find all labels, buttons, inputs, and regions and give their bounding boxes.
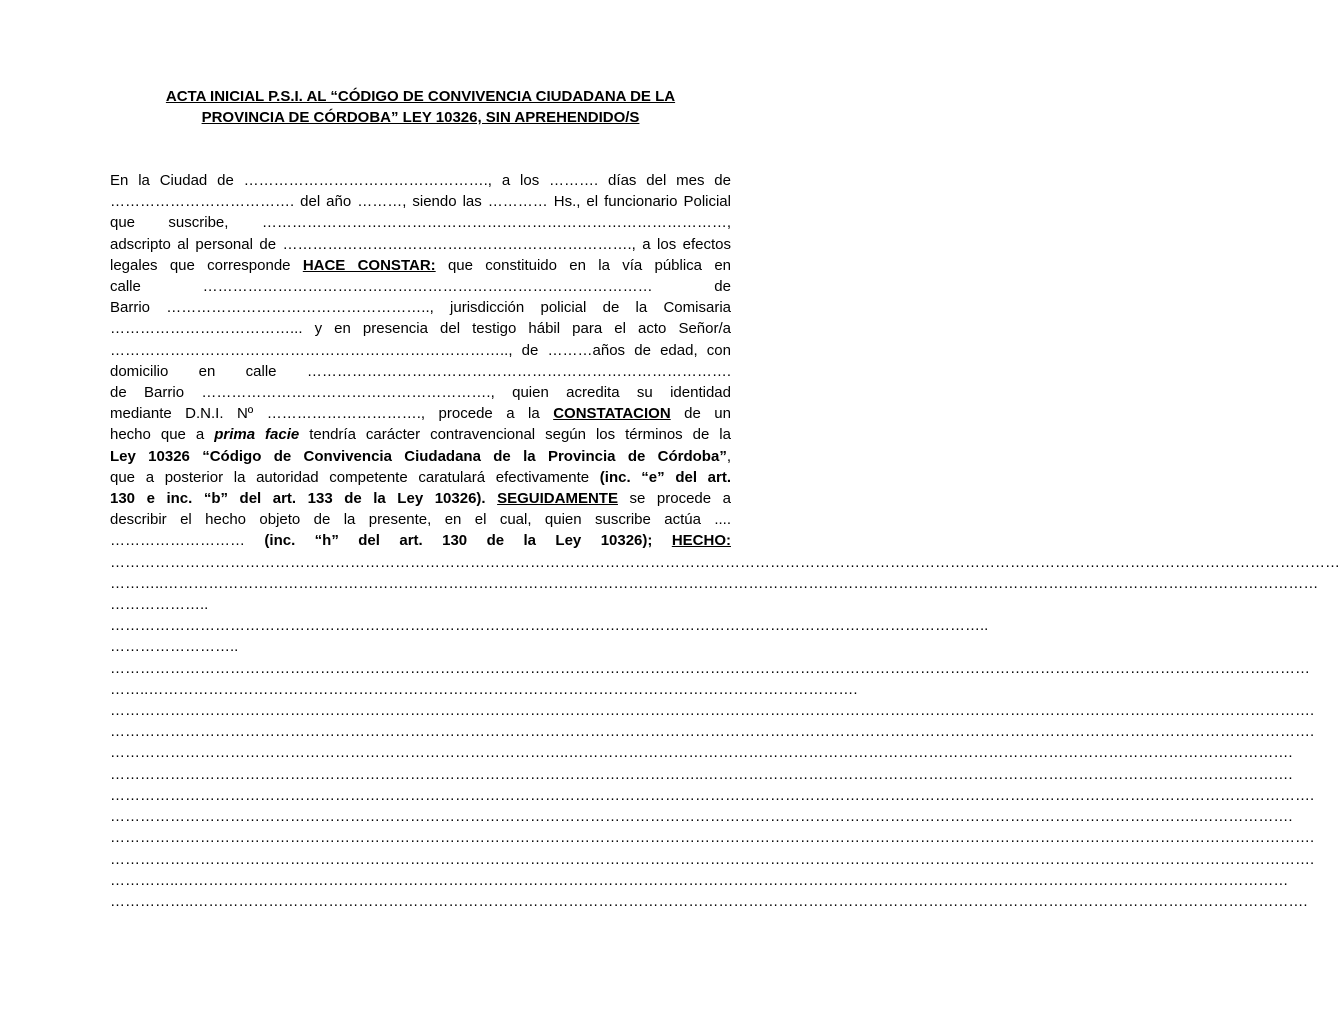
dotted-line: …………………………………………………………………………………………………………………………………………………………………………………………………………………… bbox=[110, 659, 1310, 677]
body-line: adscripto al personal de ……………………………………………………………., a los efectos bbox=[110, 235, 731, 253]
document-body bbox=[110, 170, 1340, 912]
article-reference: (inc. “h” del art. 130 de la Ley 10326); bbox=[264, 532, 653, 550]
body-line: Barrio …………………………………………….., jurisdicción policial de la Comisaria bbox=[110, 299, 731, 317]
body-line: En la Ciudad de …………………………………………., a los ………. días del mes de bbox=[110, 172, 731, 189]
seguidamente-label: SEGUIDAMENTE bbox=[497, 490, 618, 508]
text-run: que a posterior la autoridad competente caratulará efectivamente bbox=[110, 468, 600, 486]
body-line bbox=[110, 530, 731, 551]
text-run: de un bbox=[670, 405, 731, 423]
dotted-line: ……………………………………………………………………………………………………………………………………………………………………………………………………………………. bbox=[110, 702, 1315, 720]
body-line: de Barrio …………………………………………………., quien acredita su identidad bbox=[110, 384, 731, 402]
article-reference: 130 e inc. “b” del art. 133 de la Ley 10326). bbox=[110, 490, 486, 508]
article-reference: (inc. “e” del art. bbox=[599, 468, 731, 486]
body-line: ………………………………... y en presencia del testigo hábil para el acto Señor/a bbox=[110, 320, 731, 338]
hace-constar-label: HACE CONSTAR: bbox=[302, 256, 436, 274]
dotted-line: ………………………………………………………………………………………………………………………………………………………….. bbox=[110, 617, 989, 635]
text-run: se procede a bbox=[617, 490, 731, 508]
dotted-line: ……………..……………………………………………………………………………………………………………………………………………………………………………………………………. bbox=[110, 892, 1308, 910]
body-line: describir el hecho objeto de la presente, en el cual, quien suscribe actúa .... bbox=[110, 511, 731, 529]
body-line bbox=[110, 424, 731, 445]
body-line: ………………………………. del año ………, siendo las ………… Hs., el funcionario Policial bbox=[110, 193, 731, 211]
body-line bbox=[110, 488, 731, 509]
body-line bbox=[110, 255, 731, 276]
dotted-line: …………………….. bbox=[110, 638, 239, 656]
title-line-1: ACTA INICIAL P.S.I. AL “CÓDIGO DE CONVIVENCIA CIUDADANA DE LA bbox=[165, 88, 676, 105]
body-line: …………………………………………………………………….., de ………años de edad, con bbox=[110, 341, 731, 359]
dotted-line: ………………………………………………………………………………..………………………………………………………………………………………………………………………………. bbox=[110, 744, 1293, 762]
dotted-line: ……………………………………………………………………………………………………………………………………………………………………………………………………………………. bbox=[110, 850, 1315, 868]
dotted-line: ……..……………………………………………………………………………………………………………………………. bbox=[110, 680, 858, 698]
dotted-line: ………..…………………………………………………………………………………………………………………………………………………………………………………………………………… bbox=[110, 574, 1319, 592]
dotted-line: ………………………………………………………………………………………………………………………………………………………………………………………………………………………… bbox=[110, 553, 1340, 571]
text-run: que constituido en la vía pública en bbox=[435, 256, 731, 274]
dotted-line: ……………….. bbox=[110, 596, 209, 614]
constatacion-label: CONSTATACION bbox=[553, 405, 671, 423]
dotted-line: ………………………………………………………………………………………………………………………………………………………………………………………………..………………. bbox=[110, 808, 1293, 826]
text-run: tendría carácter contravencional según los términos de la bbox=[299, 426, 731, 444]
dotted-line: ……………………………………………………………………………………………………………………………………………………………………………………………………………………. bbox=[110, 786, 1315, 804]
body-line: domicilio en calle …………………………………………………………………………. bbox=[110, 362, 731, 380]
body-line bbox=[110, 446, 731, 467]
text-run: hecho que a bbox=[110, 426, 215, 444]
body-line bbox=[110, 403, 731, 424]
document-title bbox=[110, 86, 731, 128]
prima-facie-term: prima facie bbox=[214, 426, 300, 444]
text-run: mediante D.N.I. Nº …………………………., procede a la bbox=[110, 405, 554, 423]
text-run: , bbox=[726, 447, 731, 465]
document-page bbox=[110, 86, 1340, 912]
hecho-label: HECHO: bbox=[671, 532, 731, 550]
dotted-line: ……………………………………………………………………………………………………………………………………………………………………………………………………………………. bbox=[110, 829, 1315, 847]
text-run: ……………………… bbox=[110, 532, 265, 550]
text-run: legales que corresponde bbox=[110, 256, 303, 274]
dotted-line: ………………………………………………………………………………………………………..………………………………………………………………………………………………………. bbox=[110, 765, 1293, 783]
title-line-2: PROVINCIA DE CÓRDOBA” LEY 10326, SIN APREHENDIDO/S bbox=[201, 109, 640, 126]
body-line: calle ……………………………………………………………………………… de bbox=[110, 278, 731, 296]
body-line bbox=[110, 467, 731, 488]
body-line: que suscribe, …………………………………………………………………………………, bbox=[110, 214, 731, 232]
dotted-line: …………..…………………………………………………………………………………………………………………………………………………………………………………………………… bbox=[110, 871, 1289, 889]
dotted-line: ……………………………………………………………………………………………………………………………………………………………………………………………………………………. bbox=[110, 723, 1315, 741]
law-reference: Ley 10326 “Código de Convivencia Ciudadana de la Provincia de Córdoba” bbox=[110, 447, 727, 465]
